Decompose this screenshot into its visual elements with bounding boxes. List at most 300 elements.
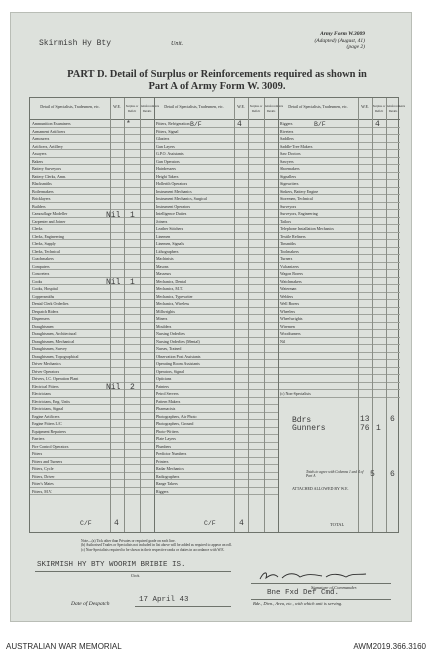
col3-row-label: Sinkers, Battery Engine: [280, 188, 319, 194]
col1-row-label: Battery Clerks, Amn.: [32, 173, 66, 179]
despatch-line: [135, 606, 231, 607]
col2-row-label: Photographers, Air Photo: [156, 413, 197, 419]
col2-row-label: Range Takers: [156, 481, 178, 486]
col1-row: [30, 465, 154, 473]
col1-row-label: Engine Fitters L/C: [32, 421, 62, 426]
col1-row: [30, 240, 154, 248]
footer-unit-label: Unit.: [131, 573, 141, 578]
col2-row-label: Mechanics, Wireless: [156, 301, 190, 306]
col2-row: [154, 353, 278, 361]
col1-row-label: Driver Operators: [32, 368, 60, 374]
col3-row-label: Sawyers: [280, 158, 294, 164]
col2-row-label: Instrument Mechanics, Surgical: [156, 196, 207, 201]
form-reference: [314, 31, 365, 51]
col1-row-label: Concreters: [32, 271, 50, 276]
col3-we-header: W.E.: [358, 98, 372, 120]
divider: [358, 98, 359, 532]
col1-row: [30, 263, 154, 271]
col2-row-label: Observation Post Assistants: [156, 353, 201, 359]
col2-row-label: Instrument Mechanics: [156, 188, 192, 194]
col3-row: [278, 323, 400, 331]
col1-row: [30, 323, 154, 331]
col1-row: [30, 330, 154, 338]
col3-row: [278, 240, 400, 248]
col2-row-label: Hairdressers: [156, 166, 176, 171]
col1-row: [30, 278, 154, 286]
col3-row: [278, 173, 400, 181]
col3-row: [278, 150, 400, 158]
col1-row-label: Builders: [32, 203, 46, 209]
formation-label: Bde., Divn., Area, etc., with which unit is serving.: [253, 601, 343, 606]
col2-row-label: Gun Operators: [156, 158, 180, 164]
col3-row-label: Well Borers: [280, 301, 300, 306]
col2-row: [154, 203, 278, 211]
col3-row-label: (c) Non-Specialists: [280, 391, 311, 396]
col3-row: [278, 255, 400, 263]
col1-row-label: Coachmakers: [32, 256, 54, 261]
col3-row-label: Signwriters: [280, 181, 299, 186]
col2-row-label: Operating Room Assistants: [156, 361, 200, 366]
col2-row: [154, 150, 278, 158]
col1-row: [30, 443, 154, 451]
note-c: (c) Non-Specialists required to be shown in their respective ranks or duties in accordance with W.E.: [81, 547, 225, 552]
col3-row: [278, 203, 400, 211]
col3-row-label: Shoemakers: [280, 166, 300, 171]
col1-row-label: Draughtsmen, Survey: [32, 346, 67, 351]
col1-row-label: Farriers: [32, 436, 45, 441]
col3-row-label: Storemen, Technical: [280, 196, 313, 201]
col2-row: [154, 135, 278, 143]
col2-row-label: Mechanics, M.T.: [156, 286, 184, 291]
col2-row-label: Petrol Servers: [156, 391, 179, 396]
col2-row: [154, 173, 278, 181]
unit-line: [35, 571, 231, 572]
col1-row: [30, 308, 154, 316]
col2-row-label: Masseurs: [156, 271, 172, 276]
divider: [264, 98, 265, 532]
col2-row: [154, 368, 278, 376]
col2-row-label: Operators, Signal: [156, 368, 184, 374]
col3-row: [278, 330, 400, 338]
col3-row-label: Tinsmiths: [280, 241, 296, 246]
totals-value-b: 6: [390, 470, 395, 479]
star-mark: *: [126, 120, 131, 129]
col1-row: [30, 390, 154, 398]
col1-row-label: Equipment Repairers: [32, 428, 66, 434]
col1-row: [30, 248, 154, 256]
col1-row: [30, 180, 154, 188]
col2-row-label: Glaziers: [156, 136, 170, 141]
col2-row-label: Predictor Numbers: [156, 451, 187, 456]
col1-row: [30, 368, 154, 376]
col1-row: [30, 188, 154, 196]
cf-value-col2: 4: [239, 519, 244, 528]
col1-row: [30, 398, 154, 406]
col1-row: [30, 233, 154, 241]
col3-row-label: Surveyors, Engineering: [280, 211, 318, 216]
col1-row-label: Fire Control Operators: [32, 443, 69, 449]
col1-row: [30, 488, 154, 496]
col2-row: [154, 263, 278, 271]
col1-row-label: Engine Artificers: [32, 413, 60, 419]
col3-row: [278, 180, 400, 188]
col2-row: [154, 225, 278, 233]
col2-row: [154, 405, 278, 413]
divider: [372, 98, 373, 532]
col2-row: [154, 488, 278, 496]
col1-row-label: Fitters, Cycle: [32, 466, 54, 471]
divider: [278, 98, 279, 532]
unit-label: Unit.: [171, 41, 184, 47]
col2-row: [154, 375, 278, 383]
col2-row-label: Opticians: [156, 376, 172, 381]
signature-line: [251, 583, 391, 584]
divider: [154, 98, 155, 532]
formation-line: [251, 599, 391, 600]
col3-row-label: Wheelers: [280, 308, 296, 314]
col3-row: [278, 308, 400, 316]
col1-row: [30, 450, 154, 458]
col1-row-label: Artificers, Artillery: [32, 143, 63, 149]
col3-row: [278, 120, 400, 128]
col2-row: [154, 218, 278, 226]
col1-row-label: Armament Artificers: [32, 128, 66, 134]
col1-row-label: Draughtsmen, Mechanical: [32, 338, 75, 344]
col2-row: [154, 330, 278, 338]
col2-row: [154, 308, 278, 316]
caption-institution: AUSTRALIAN WAR MEMORIAL: [6, 642, 122, 651]
col1-row: [30, 255, 154, 263]
gunners-value-b: 1: [376, 424, 381, 433]
despatch-date: 17 April 43: [139, 596, 189, 604]
note-b: (b) Authorised Trades or Specialists not included in list above will be added as required to appear on roll.: [81, 543, 233, 548]
col1-row-label: Electricians, Eng. Units: [32, 398, 70, 404]
bf-value-col2: 4: [237, 120, 242, 129]
col2-row-label: Leather Stitchers: [156, 226, 184, 231]
col2-row: [154, 390, 278, 398]
col2-row-label: Mechanics, Dental: [156, 278, 186, 284]
col3-row-label: Telephone Installation Mechanics: [280, 226, 334, 231]
col1-row-label: Draughtsmen: [32, 323, 54, 329]
col1-row: [30, 353, 154, 361]
col2-row: [154, 128, 278, 136]
divider: [110, 98, 111, 532]
col3-row: [278, 390, 400, 398]
col2-row: [154, 420, 278, 428]
col2-row-label: Moulders: [156, 323, 172, 329]
gunners-label: Gunners: [292, 424, 326, 433]
col2-row: [154, 143, 278, 151]
col1-row: [30, 165, 154, 173]
col2-row: [154, 443, 278, 451]
form-adapted: (Adapted) (August, 41): [314, 37, 365, 44]
col2-row-label: Riggers: [156, 488, 169, 494]
col2-row: [154, 398, 278, 406]
col2-row: [154, 188, 278, 196]
col1-row-label: Dental Clerk Orderlies: [32, 301, 69, 306]
col3-row: [278, 135, 400, 143]
part-title: [41, 69, 393, 93]
col1-row-label: Clerks: [32, 226, 43, 231]
col2-row-label: Machinists: [156, 256, 174, 261]
col2-row: [154, 210, 278, 218]
col3-row: [278, 368, 400, 376]
col2-row-label: Pattern Makers: [156, 398, 181, 404]
col1-row: [30, 375, 154, 383]
col2-row: [154, 255, 278, 263]
col3-row: [278, 338, 400, 346]
col1-row-label: Computers: [32, 263, 50, 269]
computers-value: 1: [130, 278, 135, 287]
col2-row-label: Joiners: [156, 218, 168, 224]
col2-row: [154, 180, 278, 188]
col2-row-label: Intelligence Duties: [156, 211, 187, 216]
notes: [81, 539, 361, 552]
col1-row: [30, 173, 154, 181]
col2-row: [154, 435, 278, 443]
col1-row: [30, 315, 154, 323]
part-title-line2: Part A of Army Form W. 3009.: [148, 81, 286, 92]
form-sheet: [10, 12, 412, 622]
bf-value-col3: 4: [375, 120, 380, 129]
col1-row-label: Electricians: [32, 391, 51, 396]
col3-row: [278, 158, 400, 166]
col2-we-header: W.E.: [234, 98, 248, 120]
col2-row-label: Painters: [156, 383, 169, 389]
col3-row-label: Vulcanizers: [280, 263, 299, 269]
totals-label: Totals to agree with Columns 1 and 4 of Part A: [306, 470, 364, 478]
col1-row-label: Electrical Fitters: [32, 383, 59, 389]
col3-row-label: Saddle-Tree Makers: [280, 143, 313, 149]
col1-row-label: Fitters and Turners: [32, 458, 63, 464]
col3-row-label: Saw Doctors: [280, 151, 301, 156]
col2-row-label: Fitters, Refrigeration: [156, 121, 190, 126]
col3-row-label: Turners: [280, 256, 293, 261]
col3-row: [278, 293, 400, 301]
col2-row: [154, 158, 278, 166]
col2-surplus-header: Surplus or Deficit: [248, 98, 264, 120]
col1-row-label: Armourers: [32, 136, 50, 141]
col2-row-label: Instrument Operators: [156, 203, 191, 209]
col3-row-label: Signallers: [280, 173, 296, 179]
col1-row: [30, 218, 154, 226]
col2-row-label: Plumbers: [156, 443, 172, 449]
col3-row-label: Woodturners: [280, 331, 301, 336]
col1-row-label: Fitter's Mates: [32, 481, 54, 486]
col2-row-label: Photographers, Ground: [156, 421, 194, 426]
col3-row: [278, 375, 400, 383]
cf-value-col1: 4: [114, 519, 119, 528]
col2-row-label: Hollerith Operators: [156, 181, 188, 186]
col2-row: [154, 458, 278, 466]
bdrs-value-a: 13: [360, 415, 370, 424]
col2-row-label: Radiographers: [156, 473, 180, 479]
col1-trade-header: Detail of Specialists, Tradesmen, etc.: [30, 98, 110, 120]
footer-unit-typed: SKIRMISH HY BTY WOORIM BRIBIE IS.: [37, 561, 186, 569]
col3-row-label: Wheelwrights: [280, 316, 303, 321]
col2-row-label: Gun Layers: [156, 143, 175, 149]
col2-row-label: Height Takers: [156, 173, 179, 179]
computers-nil: Nil: [106, 278, 121, 287]
col3-row-label: Riveters: [280, 128, 294, 134]
col1-row-label: Bricklayers: [32, 196, 51, 201]
caption-accession: AWM2019.366.3160: [353, 642, 426, 651]
col2-trade-header: Detail of Specialists, Tradesmen, etc.: [154, 98, 234, 120]
col3-row-label: Toolmakers: [280, 248, 299, 254]
col2-row-label: Linemen, Signals: [156, 241, 184, 246]
col1-row: [30, 458, 154, 466]
col1-row-label: Drivers, I.C. Operation Plant: [32, 376, 79, 381]
col3-row: [278, 285, 400, 293]
col2-row: [154, 480, 278, 488]
attached-allowed: ATTACHED ALLOWED BY W.E.: [292, 486, 349, 491]
form-number: Army Form W.3009: [320, 31, 365, 37]
col2-row: [154, 195, 278, 203]
form-page: (page 2): [346, 44, 365, 50]
note-a: Note—(a) Tick other than Privates or required grade on each line.: [81, 539, 176, 543]
divider: [248, 98, 249, 532]
col3-row: [278, 143, 400, 151]
despatch-label: Date of Despatch: [71, 601, 110, 607]
col1-row-label: Cooks: [32, 278, 43, 284]
totals-value-a: 5: [370, 470, 375, 479]
col1-row: [30, 420, 154, 428]
col1-row-label: Blacksmiths: [32, 181, 52, 186]
col1-row-label: Camouflage Modeller: [32, 211, 68, 216]
col1-row-label: Electricians, Signal: [32, 406, 64, 411]
col1-row-label: Dispensers: [32, 316, 50, 321]
col2-row: [154, 285, 278, 293]
signature-label: Signature of Commander.: [311, 585, 357, 590]
col1-row-label: Fitters, M.V.: [32, 488, 53, 494]
col3-row: [278, 345, 400, 353]
col3-row: [278, 128, 400, 136]
col2-row: [154, 278, 278, 286]
bdrs-value-b: 6: [390, 415, 395, 424]
commander-signature: [256, 569, 376, 583]
col1-row-label: Battery Surveyors: [32, 166, 61, 171]
col1-row: [30, 158, 154, 166]
col1-row: [30, 338, 154, 346]
col2-row: [154, 345, 278, 353]
col1-row-label: Despatch Riders: [32, 308, 59, 314]
cf-label-col2: C/F: [204, 520, 216, 527]
col1-row: [30, 413, 154, 421]
col1-row: [30, 150, 154, 158]
col3-row: [278, 353, 400, 361]
unit-name-typed: Skirmish Hy Bty: [39, 39, 112, 48]
col3-row: [278, 315, 400, 323]
col2-row-label: Pharmacists: [156, 406, 176, 411]
col1-row-label: Driver Mechanics: [32, 361, 61, 366]
col1-row: [30, 383, 154, 391]
col2-row: [154, 323, 278, 331]
col3-row-label: Riggers: [280, 121, 293, 126]
col2-row: [154, 473, 278, 481]
col1-row: [30, 300, 154, 308]
col2-row: [154, 120, 278, 128]
divider: [140, 98, 141, 532]
col1-row-label: Carpenter and Joiner: [32, 218, 66, 224]
divider: [124, 98, 125, 532]
col2-row-label: Radar Mechanics: [156, 466, 184, 471]
col1-row-label: Ammunition Examiners: [32, 121, 71, 126]
col3-row: [278, 233, 400, 241]
col2-row-label: Miners: [156, 316, 168, 321]
col1-row: [30, 203, 154, 211]
col2-row: [154, 413, 278, 421]
col2-row-label: Mechanics, Typewriter: [156, 293, 193, 299]
col1-row-label: Clerks, Technical: [32, 248, 60, 254]
col2-row: [154, 428, 278, 436]
col1-row: [30, 473, 154, 481]
col1-row: [30, 360, 154, 368]
col3-row-label: Wagon Borers: [280, 271, 303, 276]
col2-row: [154, 465, 278, 473]
col1-row: [30, 195, 154, 203]
col1-row-label: Clerks, Engineering: [32, 233, 64, 239]
col1-row-label: Bakers: [32, 158, 44, 164]
col2-row-label: Photo-Writers: [156, 428, 179, 434]
gunners-value-a: 76: [360, 424, 370, 433]
col3-row: [278, 165, 400, 173]
col2-row-label: Printers: [156, 458, 169, 464]
col2-row-label: Nursing Orderlies (Mental): [156, 338, 200, 344]
divider: [234, 98, 235, 532]
col3-row-label: Tailors: [280, 218, 292, 224]
col3-row-label: Waterman: [280, 286, 297, 291]
formation-typed: Bne Fxd Def Cmd.: [267, 589, 340, 597]
col1-row: [30, 143, 154, 151]
col1-row-label: Coppersmiths: [32, 293, 55, 299]
col1-row: [30, 405, 154, 413]
col3-row: [278, 263, 400, 271]
col3-row-label: Wiremen: [280, 323, 295, 329]
col2-row-label: Millwrights: [156, 308, 175, 314]
col1-row-label: Draughtsmen, Topographical: [32, 353, 79, 359]
col1-row-label: Fitters, Driver: [32, 473, 55, 479]
col3-row-label: Surveyors: [280, 203, 297, 209]
col2-row: [154, 315, 278, 323]
col2-row-label: Nurses, Trained: [156, 346, 182, 351]
col2-row-label: Fitters, Signal: [156, 128, 179, 134]
col1-row: [30, 128, 154, 136]
col1-row-label: Assayers: [32, 151, 47, 156]
col3-surplus-header: Surplus or Deficit: [372, 98, 386, 120]
col3-row-label: Welders: [280, 293, 294, 299]
col2-row: [154, 240, 278, 248]
col1-row: [30, 135, 154, 143]
col1-row-label: Boilermakers: [32, 188, 54, 194]
col3-row: [278, 248, 400, 256]
col2-row-label: Lithographers: [156, 248, 179, 254]
col2-reinf-header: Reinforcements Details: [264, 98, 278, 120]
col1-surplus-header: Surplus or Deficit: [124, 98, 140, 120]
col1-row: [30, 345, 154, 353]
driver-mech-value: 2: [130, 383, 135, 392]
driver-mech-nil: Nil: [106, 383, 121, 392]
col3-row: [278, 188, 400, 196]
col1-reinf-header: Reinforcements Details: [140, 98, 154, 120]
col3-row: [278, 383, 400, 391]
col3-row-label: Textile Refiners: [280, 233, 306, 239]
col1-row: [30, 480, 154, 488]
col1-row: [30, 120, 154, 128]
col1-row-label: Fitters: [32, 451, 43, 456]
col3-row: [278, 278, 400, 286]
col2-row: [154, 293, 278, 301]
col1-row: [30, 210, 154, 218]
